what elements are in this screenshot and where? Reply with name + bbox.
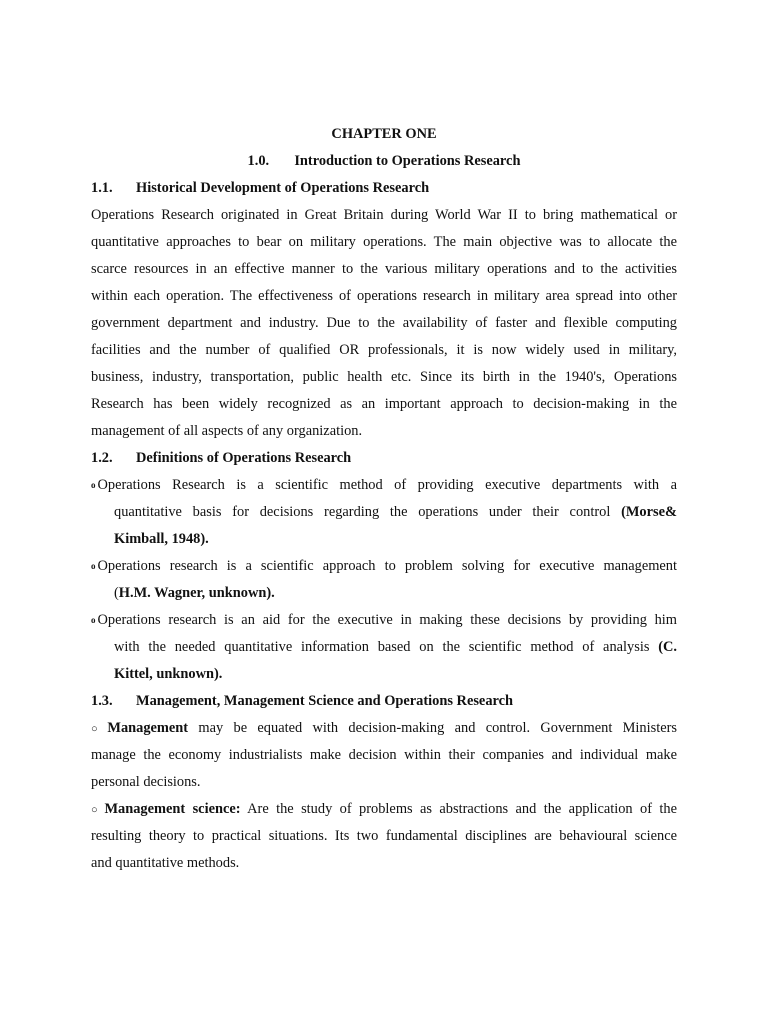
section-heading-1-1 [91,175,677,202]
citation: Kimball, 1948). [114,531,209,547]
term: Management science: [104,801,241,817]
paragraph-line: facilities and the number of qualified OR professionals, it is now widely used in military, [91,342,677,358]
section-title: Management, Management Science and Operations Research [136,693,514,709]
definition-item-continued [114,634,677,661]
section-heading-1-3 [91,688,677,715]
definition-item-continued [114,499,677,526]
definition-text: ( [114,585,119,601]
section-heading-1-0 [0,148,768,175]
definition-item [91,607,677,634]
definition-text: quantitative basis for decisions regarding the operations under their control [114,504,622,520]
paragraph-line: government department and industry. Due to the availability of faster and flexible computing [91,315,677,331]
bullet-icon: o [91,480,96,490]
section-heading-1-2 [91,445,677,472]
definition-item-continued [114,580,677,607]
paragraph-line: resulting theory to practical situations. Its two fundamental disciplines are behavioural science [91,828,677,844]
term: Management [107,720,189,736]
paragraph-line: and quantitative methods. [91,855,240,871]
bullet-icon: o [91,615,96,625]
section-number: 1.2. [91,450,113,466]
section-title: Definitions of Operations Research [136,450,352,466]
paragraph-line: business, industry, transportation, public health etc. Since its birth in the 1940's, Operations [91,369,677,385]
paragraph-line: Research has been widely recognized as an important approach to decision-making in the [91,396,677,412]
definition-item [91,472,677,499]
definition-item [91,553,677,580]
paragraph-line: management of all aspects of any organization. [91,423,363,439]
definition-text: Operations research is a scientific approach to problem solving for executive management [97,558,677,574]
definition-text: may be equated with decision-making and control. Government Ministers [188,720,677,736]
citation: H.M. Wagner, unknown). [118,585,275,601]
citation: (Morse& [621,504,677,520]
citation: (C. [658,639,677,655]
paragraph-line: within each operation. The effectiveness of operations research in military area spread into other [91,288,677,304]
bullet-icon: ○ [91,804,102,816]
definition-text: Are the study of problems as abstractions and the application of the [240,801,677,817]
citation: Kittel, unknown). [114,666,223,682]
management-item [91,715,677,743]
paragraph-line: quantitative approaches to bear on military operations. The main objective was to allocate the [91,234,677,250]
definition-text: with the needed quantitative information based on the scientific method of analysis [114,639,659,655]
section-number: 1.0. [247,153,270,169]
paragraph-line: personal decisions. [91,774,201,790]
bullet-icon: o [91,561,96,571]
paragraph-line: scarce resources in an effective manner to the various military operations and to the activities [91,261,677,277]
chapter-title: CHAPTER ONE [331,126,437,142]
bullet-icon: ○ [91,723,105,735]
management-science-item [91,796,677,824]
section-number: 1.3. [91,693,113,709]
section-title: Historical Development of Operations Research [136,180,430,196]
definition-text: Operations research is an aid for the executive in making these decisions by providing him [97,612,677,628]
section-number: 1.1. [91,180,113,196]
section-title: Introduction to Operations Research [294,153,521,169]
definition-text: Operations Research is a scientific method of providing executive departments with a [97,477,677,493]
paragraph-line: Operations Research originated in Great Britain during World War II to bring mathematical or [91,207,677,223]
paragraph-line: manage the economy industrialists make decision within their companies and individual make [91,747,677,763]
